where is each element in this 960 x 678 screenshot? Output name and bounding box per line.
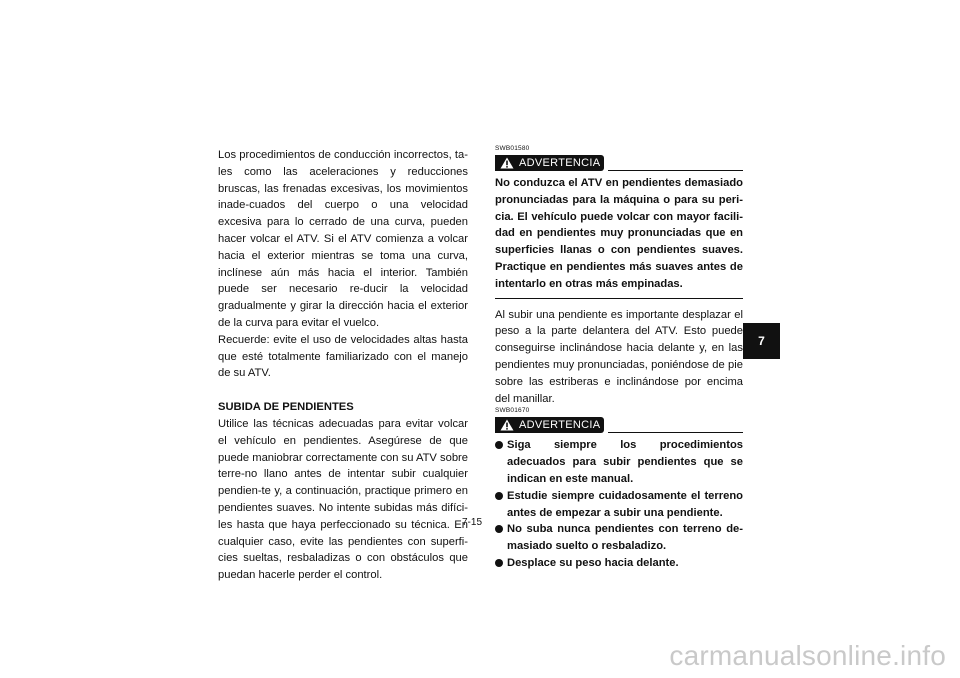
bullet-dot-icon	[495, 492, 503, 500]
warning-rule	[608, 432, 743, 434]
warning-header	[495, 416, 743, 434]
section-heading: SUBIDA DE PENDIENTES	[218, 401, 354, 414]
bullet-text: No suba nunca pendientes con terreno de-masiado suelto o resbaladizo.	[507, 523, 743, 553]
list-item	[495, 437, 743, 487]
watermark: carmanualsonline.info	[669, 640, 946, 671]
bullet-text: Siga siempre los procedimientos adecuados para subir pendientes que se indican en este manual.	[507, 439, 743, 485]
climbing-paragraph: Al subir una pendiente es importante desplazar el peso a la parte delantera del ATV. Esto puede conseguirse inclinándose hacia delante y, en las pendientes muy pronunciadas, poniéndose de pie sobre las estriberas e inclinándose por encima del manillar.	[495, 308, 743, 405]
right-column	[495, 145, 743, 572]
warning-label: ADVERTENCIA	[519, 418, 601, 431]
bullet-dot-icon	[495, 559, 503, 567]
page-number: 7-15	[462, 517, 483, 528]
warning-triangle-icon	[500, 157, 514, 169]
warning-code: SWB01670	[495, 407, 530, 415]
list-item	[495, 521, 743, 555]
warning-text: No conduzca el ATV en pendientes demasiado pronunciadas para la máquina o para su peri-cia. El vehículo puede volcar con mayor facili-dad en pendientes muy pronunciadas que en superficies llanas o con pendientes suaves. Practique en pendientes más suaves antes de intentarlo en otras más empinadas.	[495, 175, 743, 299]
list-item	[495, 488, 743, 522]
chapter-number: 7	[758, 334, 765, 348]
intro-paragraph: Los procedimientos de conducción incorrectos, ta-les como las aceleraciones y reducciones bruscas, las frenadas excesivas, los movimientos inade-cuados del cuerpo o una velocidad excesiva para lo cerrado de una curva, pueden hacer volcar el ATV. Si el ATV comienza a volcar hacia el exterior mientras se toma una curva, inclínese aún más hacia el interior. También puede ser necesario re-ducir la velocidad gradualmente y girar la dirección hacia el exterior de la curva para evitar el vuelco.	[218, 149, 468, 329]
list-item	[495, 555, 743, 572]
warning-triangle-icon	[500, 419, 514, 431]
warning-rule	[608, 170, 743, 172]
bullet-dot-icon	[495, 525, 503, 533]
warning-header	[495, 154, 743, 172]
warning-badge	[495, 417, 604, 433]
bullet-text: Desplace su peso hacia delante.	[507, 556, 679, 569]
section-body-paragraph: Utilice las técnicas adecuadas para evitar volcar el vehículo en pendientes. Asegúrese de que puede maniobrar correctamente con su ATV sobre terre-no llano antes de intentar subir cualquier pendien-te y, a continuación, practique primero en pendientes suaves. No intente subidas más difíci-les hasta que haya perfeccionado su técnica. En cualquier caso, evite las pendientes con superfi-cies sueltas, resbaladizas o con obstáculos que puedan hacerle perder el control.	[218, 417, 468, 582]
warning-badge	[495, 155, 604, 171]
reminder-paragraph: Recuerde: evite el uso de velocidades altas hasta que esté totalmente familiarizado con el manejo de su ATV.	[218, 333, 468, 380]
bullet-text: Estudie siempre cuidadosamente el terreno antes de empezar a subir una pendiente.	[507, 489, 743, 519]
warning-label: ADVERTENCIA	[519, 156, 601, 169]
chapter-tab	[743, 323, 780, 359]
warning-bullet-list	[495, 437, 743, 571]
bullet-dot-icon	[495, 441, 503, 449]
warning-code: SWB01580	[495, 145, 530, 152]
left-column	[218, 147, 468, 584]
